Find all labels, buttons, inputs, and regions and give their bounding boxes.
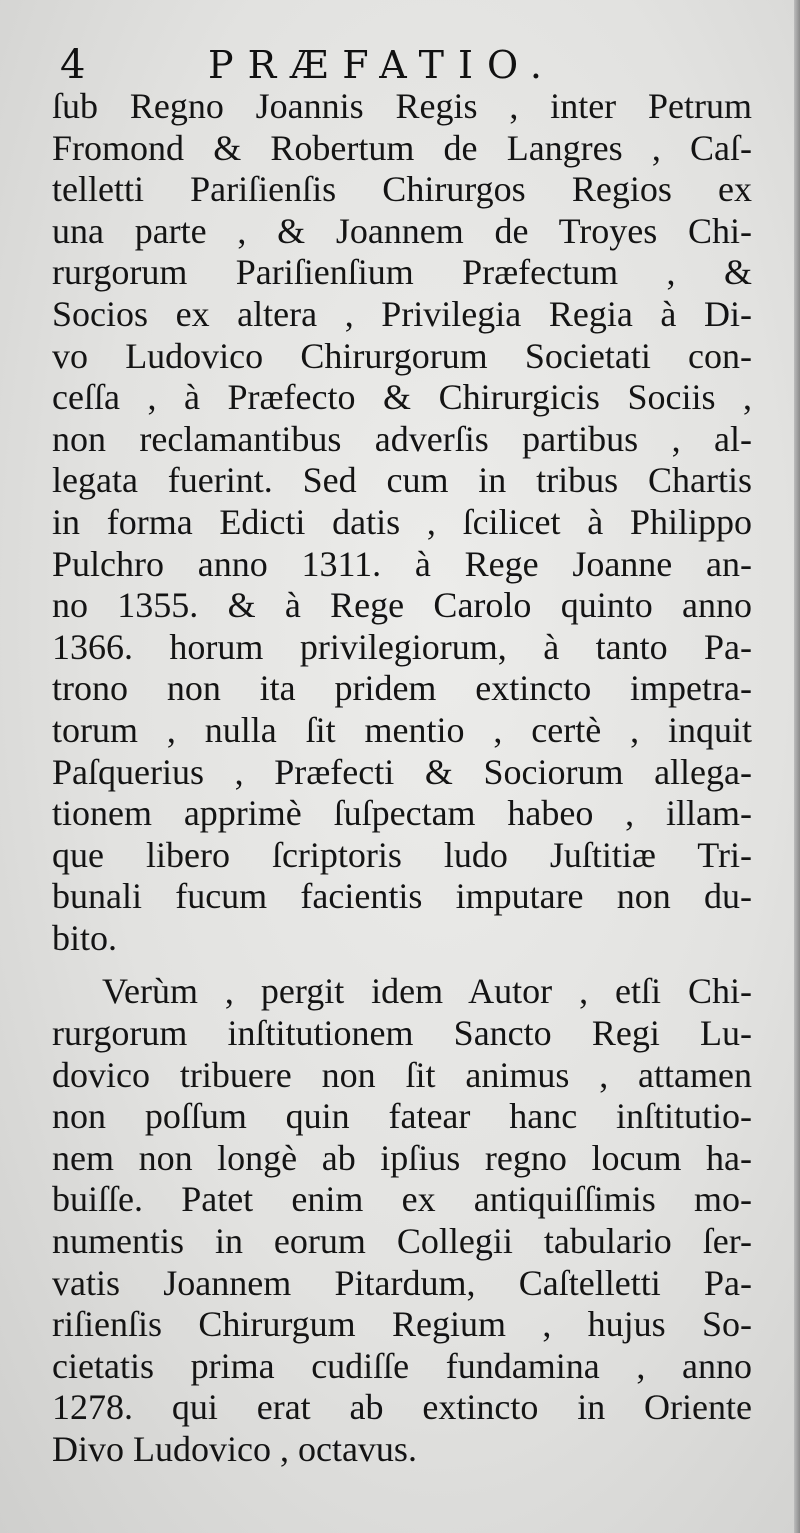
- running-head: [60, 40, 760, 90]
- text-line: Socios ex altera , Privilegia Regia à Di-: [52, 293, 752, 334]
- running-title: PRÆFATIO.: [208, 43, 557, 87]
- text-line: non reclamantibus adverſis partibus , al-: [52, 418, 752, 459]
- text-line-last: Divo Ludovico , octavus.: [52, 1429, 417, 1469]
- text-line: telletti Pariſienſis Chirurgos Regios ex: [52, 169, 752, 210]
- text-line: rurgorum inſtitutionem Sancto Regi Lu-: [52, 1013, 752, 1054]
- text-line: que libero ſcriptoris ludo Juſtitiæ Tri-: [52, 834, 752, 875]
- paragraph-break: [52, 959, 752, 971]
- text-line: vatis Joannem Pitardum, Caſtelletti Pa-: [52, 1262, 752, 1303]
- text-line: Paſquerius , Præfecti & Sociorum allega-: [52, 751, 752, 792]
- text-line: nem non longè ab ipſius regno locum ha-: [52, 1137, 752, 1178]
- text-line: 1278. qui erat ab extincto in Oriente: [52, 1387, 752, 1428]
- text-line-first: Verùm , pergit idem Autor , etſi Chi-: [102, 971, 752, 1012]
- text-line: Fromond & Robertum de Langres , Caſ-: [52, 127, 752, 168]
- text-line: trono non ita pridem extincto impetra-: [52, 668, 752, 709]
- text-line: rurgorum Pariſienſium Præfectum , &: [52, 252, 752, 293]
- text-line: riſienſis Chirurgum Regium , hujus So-: [52, 1304, 752, 1345]
- text-line: non poſſum quin fatear hanc inſtitutio-: [52, 1096, 752, 1137]
- text-line: no 1355. & à Rege Carolo quinto anno: [52, 585, 752, 626]
- text-line: ceſſa , à Præfecto & Chirurgicis Sociis ,: [52, 377, 752, 418]
- text-line: bunali fucum facientis imputare non du-: [52, 876, 752, 917]
- page-edge-shadow: [794, 0, 800, 1533]
- text-line: tionem apprimè ſuſpectam habeo , illam-: [52, 793, 752, 834]
- body-text: [52, 86, 752, 1471]
- text-line: in forma Edicti datis , ſcilicet à Philippo: [52, 501, 752, 542]
- text-line: dovico tribuere non ſit animus , attamen: [52, 1054, 752, 1095]
- text-line: numentis in eorum Collegii tabulario ſer-: [52, 1221, 752, 1262]
- text-line: ſub Regno Joannis Regis , inter Petrum: [52, 86, 752, 126]
- text-line: Pulchro anno 1311. à Rege Joanne an-: [52, 543, 752, 584]
- text-line: legata fuerint. Sed cum in tribus Chartis: [52, 460, 752, 501]
- text-line: una parte , & Joannem de Troyes Chi-: [52, 210, 752, 251]
- text-line-last: bito.: [52, 917, 118, 958]
- page-number: 4: [60, 42, 86, 88]
- text-line: buiſſe. Patet enim ex antiquiſſimis mo-: [52, 1179, 752, 1220]
- text-line: 1366. horum privilegiorum, à tanto Pa-: [52, 626, 752, 667]
- text-line: cietatis prima cudiſſe fundamina , anno: [52, 1345, 752, 1386]
- text-line: torum , nulla ſit mentio , certè , inquit: [52, 709, 752, 750]
- text-line: vo Ludovico Chirurgorum Societati con-: [52, 335, 752, 376]
